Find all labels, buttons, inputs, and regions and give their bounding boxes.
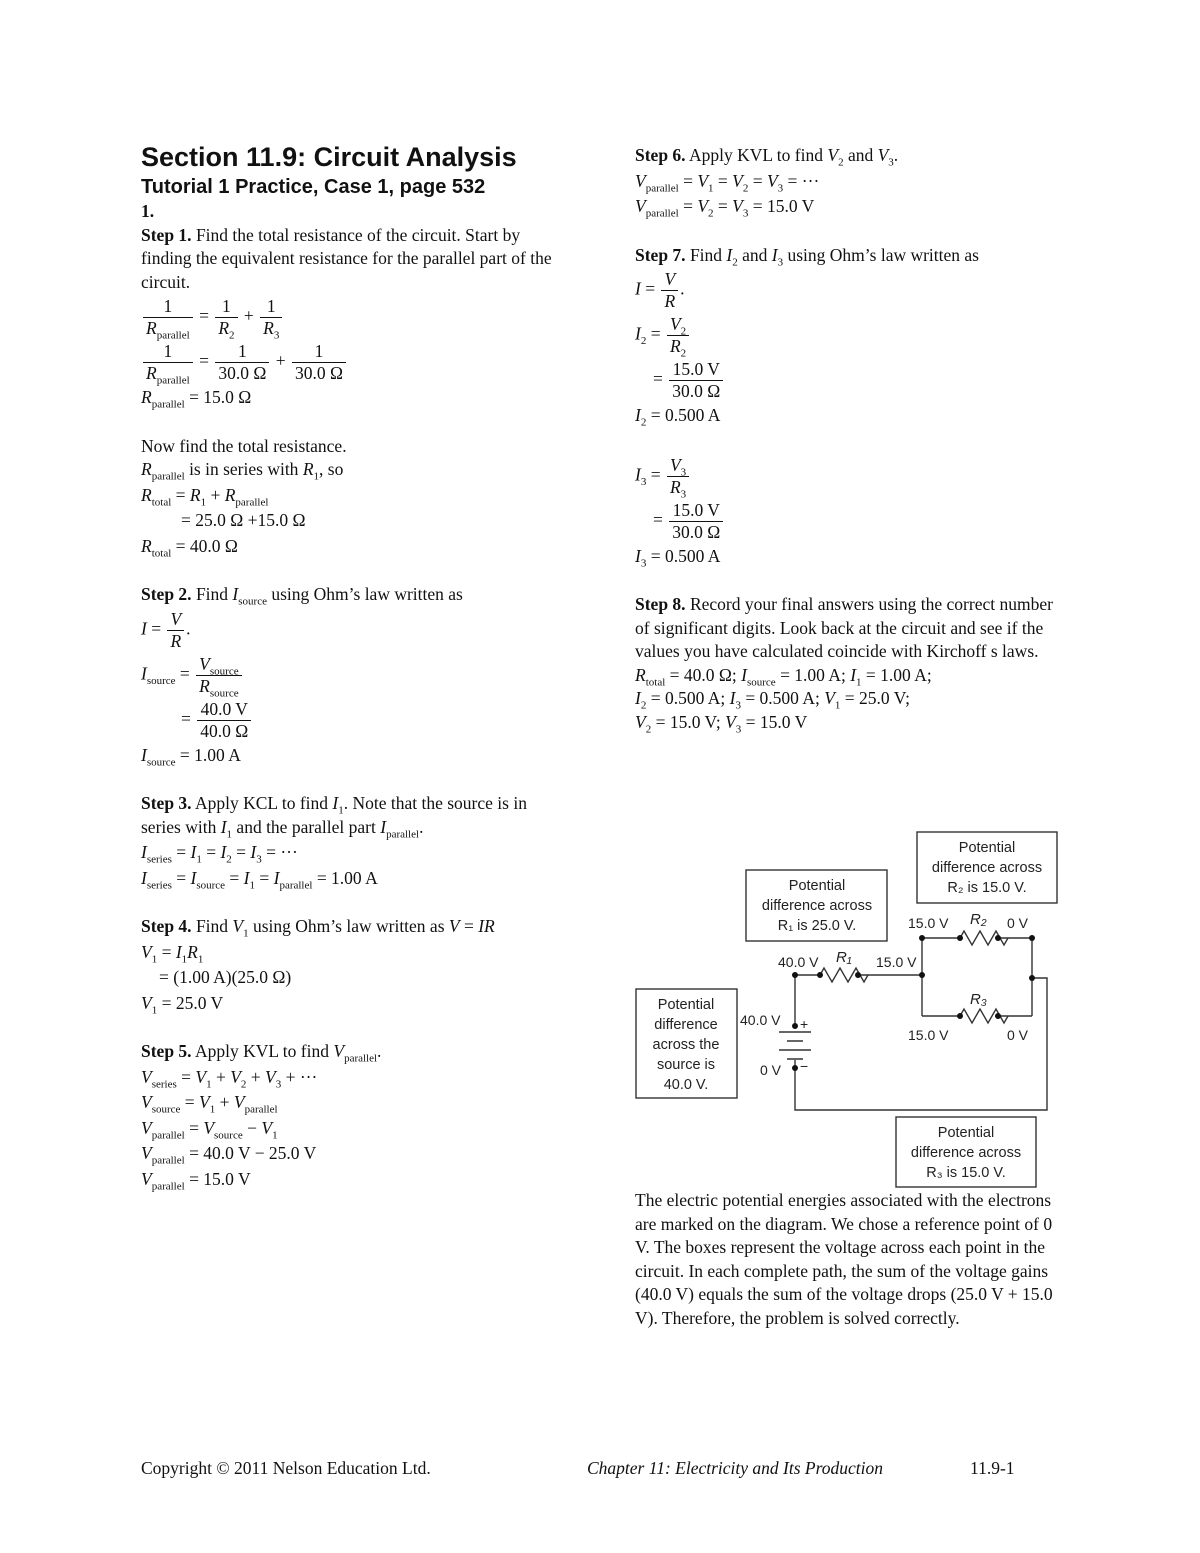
battery-minus-icon: − (800, 1058, 809, 1074)
eq-i2-formula: $I_2$ = $\frac{V_2}{R_2}$ (635, 314, 1055, 357)
eq-total-result: $R_{total} = 40.0$ Ω (141, 535, 238, 559)
label-v40-top: 40.0 V (778, 954, 819, 970)
label-v15-mid: 15.0 V (876, 954, 917, 970)
eq-ohm: I = $\frac{V}{R}$ . (141, 608, 191, 651)
eq-vparallel-values: $V_{parallel} = 40.0$ V − 25.0 V (141, 1143, 317, 1167)
label-v15-r3: 15.0 V (908, 1027, 949, 1043)
answers-line1: $R_{total} = 40.0$ Ω; $I_{source} = 1.00$ A; $I_1 = 1.00$ A; (635, 664, 932, 688)
box-r3-line2: difference across (910, 1145, 1022, 1161)
box-source-line3: across the (652, 1037, 720, 1053)
label-v0-r3: 0 V (1007, 1027, 1029, 1043)
conclusion-paragraph: The electric potential energies associated with the electrons are marked on the diagram. We chose a reference point of 0 V. The boxes represent the voltage across each point in the circuit. In each complete path, the sum of the voltage gains (40.0 V) equals the sum of the voltage drops (25.0 V + 15.0 V). Therefore, the problem is solved correctly. (635, 1190, 1053, 1328)
eq-total-formula: $R_{total} = R_1 + R_{parallel}$ (141, 484, 269, 508)
wire-right-down (795, 978, 1047, 1110)
answers-line3: $V_2 = 15.0$ V; $V_3 = 15.0$ V (635, 711, 808, 735)
eq-v1-values: = (1.00 A)(25.0 Ω) (159, 967, 292, 987)
footer-chapter: Chapter 11: Electricity and Its Production (587, 1458, 883, 1478)
page-title: Section 11.9: Circuit Analysis (141, 142, 517, 172)
label-v15-r2: 15.0 V (908, 915, 949, 931)
now-text: Now find the total resistance. (141, 435, 347, 456)
eq-i3-formula: $I_3$ = $\frac{V_3}{R_3}$ (635, 455, 1055, 498)
box-r2-line1: Potential (958, 840, 1016, 856)
label-r2: R₂ (970, 911, 987, 928)
eq-kvl-source: $V_{source} = V_1 + V_{parallel}$ (141, 1092, 278, 1116)
eq-isource-result: $I_{source} = 1.00$ A (141, 744, 241, 768)
step6-text: Step 6. Apply KVL to find $V_2$ and $V_3$. (635, 145, 899, 169)
eq-vparallel-result: $V_{parallel} = 15.0$ V (141, 1168, 251, 1192)
box-source-line1: Potential (657, 997, 715, 1013)
battery-plates (779, 1032, 811, 1059)
label-v0-r2: 0 V (1007, 915, 1029, 931)
box-r2-line3: R₂ is 15.0 V. (947, 880, 1027, 896)
footer-page-number: 11.9-1 (970, 1458, 1015, 1478)
answers-line2: $I_2 = 0.500$ A; $I_3 = 0.500$ A; $V_1 = 25.0$ V; (635, 688, 910, 712)
box-r3-line1: Potential (937, 1125, 995, 1141)
eq-v1-result: $V_1 = 25.0$ V (141, 992, 224, 1016)
eq-i2-result: $I_2 = 0.500$ A (635, 405, 721, 429)
eq-kvl-series: $V_{series} = V_1 + V_2 + V_3$ + ··· (141, 1066, 318, 1090)
box-source-line2: difference (654, 1017, 718, 1033)
series-text: $R_{parallel}$ is in series with $R_1$, so (141, 459, 344, 483)
box-r2-line2: difference across (931, 860, 1043, 876)
eq-i3-result: $I_3 = 0.500$ A (635, 545, 721, 569)
step5-text: Step 5. Apply KVL to find $V_{parallel}$. (141, 1041, 382, 1065)
right-column (635, 140, 1055, 734)
circuit-diagram (630, 828, 1070, 1192)
left-column (141, 140, 571, 1193)
box-source-line4: source is (656, 1057, 716, 1073)
eq-isource-values: = $\frac{40.0 V}{40.0 \Omega}$ (141, 699, 571, 742)
eq-isource-formula: $I_{source}$ = $\frac{V_{source}}{R_{source}}$ (141, 654, 571, 697)
label-r3: R₃ (970, 991, 987, 1008)
eq-kcl-result: $I_{series} = I_{source} = I_1 = I_{parallel} = 1.00$ A (141, 867, 378, 891)
eq-kcl-formula: $I_{series} = I_1 = I_2 = I_3$ = ··· (141, 842, 298, 866)
eq-parallel-result: $R_{parallel} = 15.0$ Ω (141, 387, 252, 411)
box-r3-line3: R₃ is 15.0 V. (926, 1165, 1006, 1181)
battery-plus-icon: + (800, 1016, 809, 1032)
label-batt-plus: 40.0 V (740, 1012, 781, 1028)
question-number: 1. (141, 201, 155, 221)
step4-text: Step 4. Find $V_1$ using Ohm’s law written as V = IR (141, 916, 495, 940)
step2-text: Step 2. Find $I_{source}$ using Ohm’s law written as (141, 584, 463, 608)
eq-i2-values: = $\frac{15.0 V}{30.0 \Omega}$ (635, 359, 1055, 402)
eq-parallel-formula: $\frac{1}{R_{parallel}}$ = $\frac{1}{R_2}$ + $\frac{1}{R_3}$ (141, 296, 571, 339)
page-subtitle: Tutorial 1 Practice, Case 1, page 532 (141, 176, 486, 198)
box-r1-line2: difference across (761, 898, 873, 914)
eq-v1-formula: $V_1 = I_1R_1$ (141, 941, 204, 965)
eq-vparallel-formula: $V_{parallel} = V_{source} - V_1$ (141, 1117, 278, 1141)
step8-text: Step 8. Record your final answers using the correct number of significant digits. Look back at the circuit and see if the values you have calculated coincide with Kirchoff s laws. (635, 594, 1053, 661)
wire-r2-right (998, 938, 1032, 1016)
label-r1: R₁ (836, 949, 852, 966)
step7-text: Step 7. Find $I_2$ and $I_3$ using Ohm’s law written as (635, 244, 979, 268)
step3-text: Step 3. Apply KCL to find $I_1$. Note that the source is in series with $I_1$ and the parallel part $I_{parallel}$. (141, 793, 527, 840)
eq-step6-result: $V_{parallel} = V_2 = V_3 = 15.0$ V (635, 196, 815, 220)
eq-i3-values: = $\frac{15.0 V}{30.0 \Omega}$ (635, 500, 1055, 543)
eq-parallel-values: $\frac{1}{R_{parallel}}$ = $\frac{1}{30.0 \Omega}$ + $\frac{1}{30.0 \Omega}$ (141, 341, 571, 384)
eq-total-sum: = 25.0 Ω +15.0 Ω (181, 510, 306, 530)
eq-step6-formula: $V_{parallel} = V_1 = V_2 = V_3$ = ··· (635, 170, 820, 194)
box-r1-line1: Potential (788, 878, 846, 894)
footer-copyright: Copyright © 2011 Nelson Education Ltd. (141, 1458, 431, 1478)
step1-text: Step 1. Find the total resistance of the circuit. Start by finding the equivalent resistance for the parallel part of the circuit. (141, 224, 552, 292)
box-r1-line3: R₁ is 25.0 V. (777, 918, 857, 934)
eq-step7-ohm: I = $\frac{V}{R}$ . (635, 269, 685, 311)
box-source-line5: 40.0 V. (663, 1077, 709, 1093)
label-batt-minus: 0 V (760, 1062, 782, 1078)
